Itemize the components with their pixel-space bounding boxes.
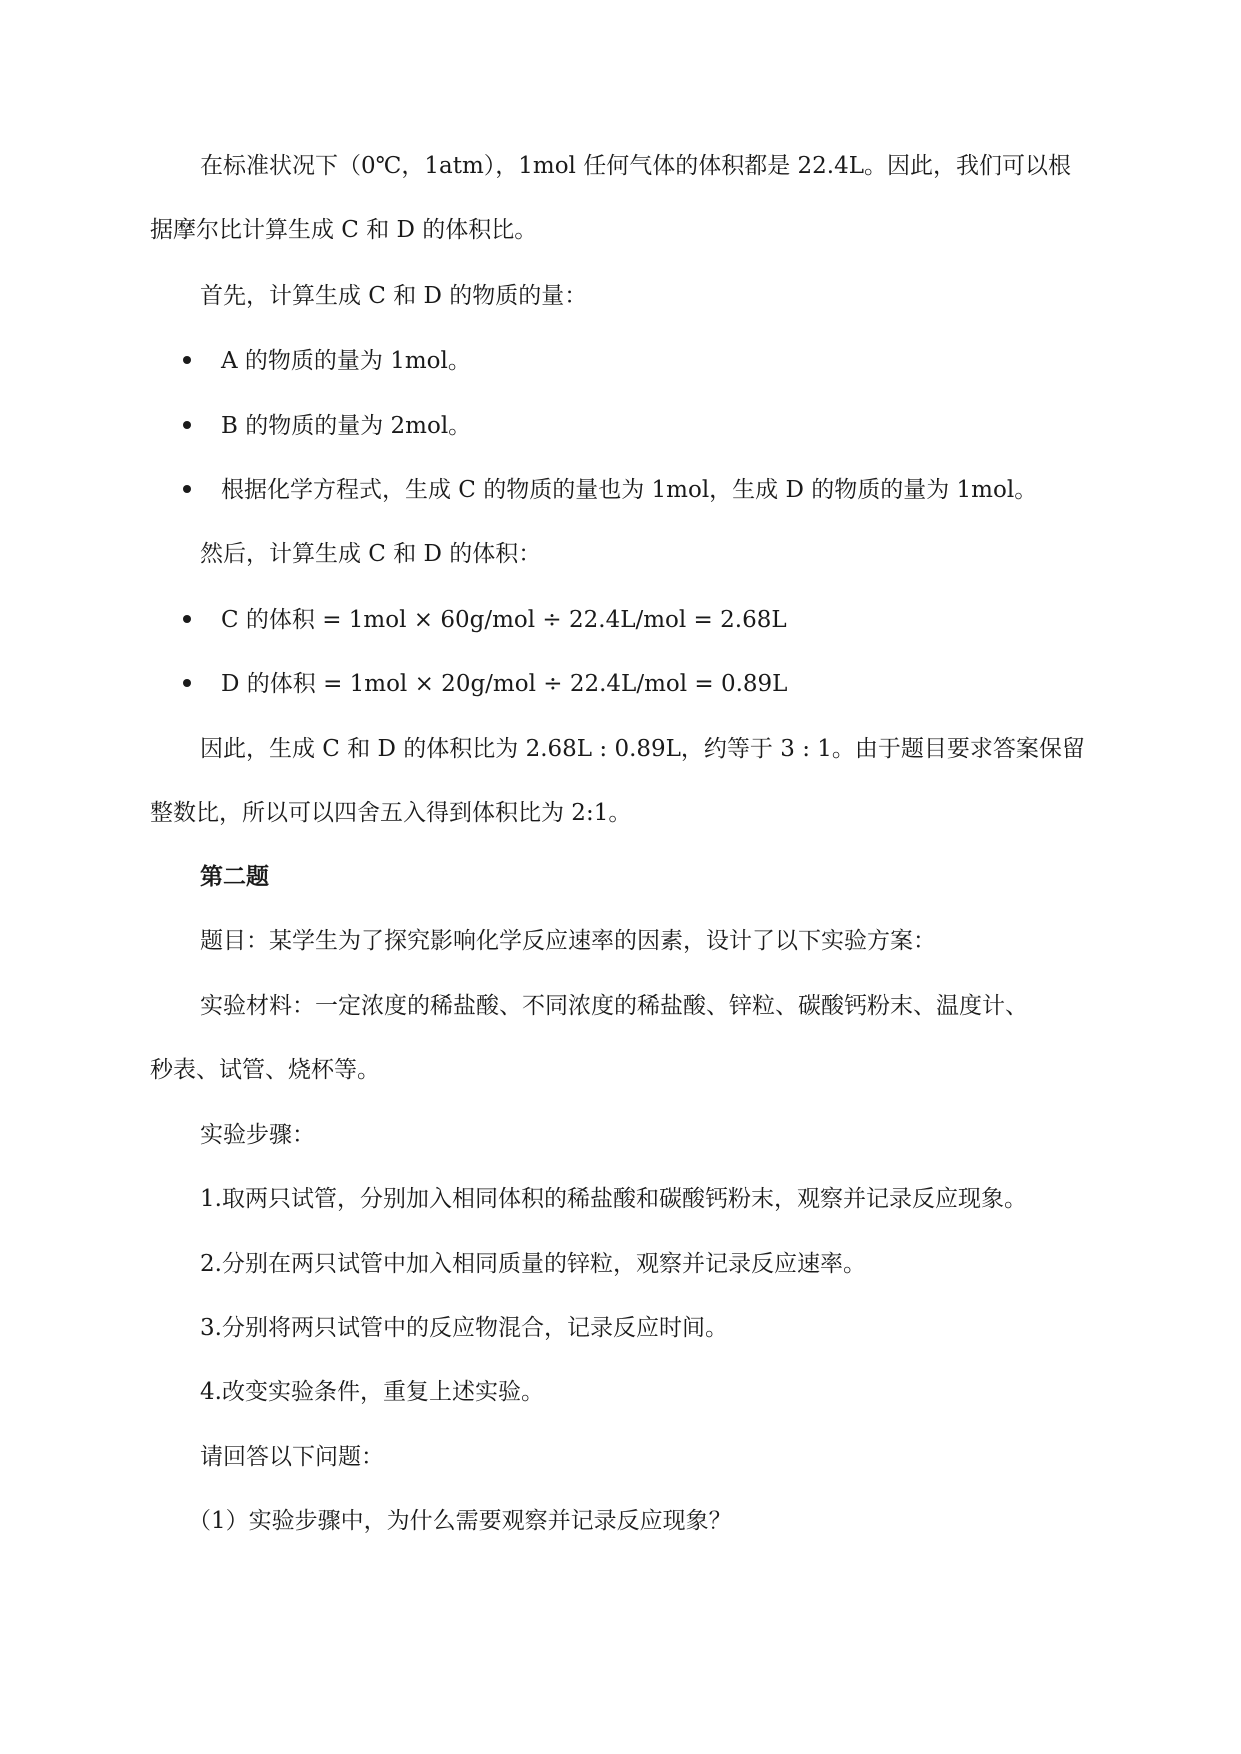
section-heading: 第二题: [200, 863, 269, 890]
bullet-text: A 的物质的量为 1mol。: [221, 348, 471, 374]
question-1: （1）实验步骤中，为什么需要观察并记录反应现象？: [188, 1508, 732, 1534]
bullet-dot-icon: [183, 421, 191, 429]
bullet-dot-icon: [183, 485, 191, 493]
question-intro: 题目：某学生为了探究影响化学反应速率的因素，设计了以下实验方案：: [200, 928, 936, 954]
intro-line-1: 在标准状况下（0℃，1atm），1mol 任何气体的体积都是 22.4L。因此，我们可以根: [200, 153, 1072, 179]
materials-line-1: 实验材料：一定浓度的稀盐酸、不同浓度的稀盐酸、锌粒、碳酸钙粉末、温度计、: [200, 993, 1028, 1019]
first-step-text: 首先，计算生成 C 和 D 的物质的量：: [200, 283, 588, 309]
bullet-dot-icon: [183, 679, 191, 687]
step-item: 4.改变实验条件，重复上述实验。: [200, 1379, 544, 1405]
bullet-item: [183, 345, 471, 377]
bullet-item: [183, 474, 1037, 506]
bullet-dot-icon: [183, 356, 191, 364]
step-item: 1.取两只试管，分别加入相同体积的稀盐酸和碳酸钙粉末，观察并记录反应现象。: [200, 1186, 1027, 1212]
bullet-item: [183, 410, 471, 442]
questions-label: 请回答以下问题：: [200, 1444, 384, 1470]
step-item: 2.分别在两只试管中加入相同质量的锌粒，观察并记录反应速率。: [200, 1251, 866, 1277]
bullet-dot-icon: [183, 615, 191, 623]
bullet-text: 根据化学方程式，生成 C 的物质的量也为 1mol，生成 D 的物质的量为 1mol。: [221, 477, 1038, 503]
step-item: 3.分别将两只试管中的反应物混合，记录反应时间。: [200, 1315, 728, 1341]
bullet-item: [183, 604, 787, 636]
intro-line-2: 据摩尔比计算生成 C 和 D 的体积比。: [150, 217, 538, 243]
steps-label: 实验步骤：: [200, 1122, 315, 1148]
materials-line-2: 秒表、试管、烧杯等。: [150, 1057, 380, 1083]
then-step-text: 然后，计算生成 C 和 D 的体积：: [200, 541, 542, 567]
bullet-item: [183, 668, 787, 700]
bullet-text: B 的物质的量为 2mol。: [221, 413, 472, 439]
conclusion-line-2: 整数比，所以可以四舍五入得到体积比为 2:1。: [150, 800, 632, 826]
bullet-text: C 的体积 = 1mol × 60g/mol ÷ 22.4L/mol = 2.68L: [221, 607, 787, 633]
conclusion-line-1: 因此，生成 C 和 D 的体积比为 2.68L : 0.89L，约等于 3 : 1。由于题目要求答案保留: [200, 736, 1085, 762]
bullet-text: D 的体积 = 1mol × 20g/mol ÷ 22.4L/mol = 0.89L: [221, 671, 788, 697]
